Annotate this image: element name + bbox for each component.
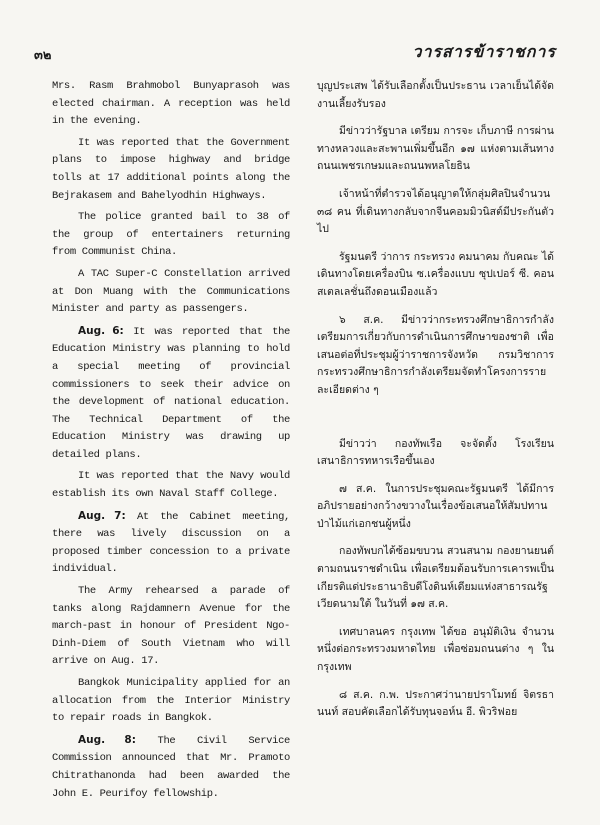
english-paragraph: Aug. 8: The Civil Service Commission announced that Mr. Pramoto Chitrathanonda had been awarded the John E. Peurifoy fellowship. [52, 733, 290, 800]
english-paragraph: It was reported that the Navy would establish its own Naval Staff College. [52, 470, 290, 501]
english-paragraph: Mrs. Rasm Brahmobol Bunyaprasoh was elected chairman. A reception was held in the evening. [52, 80, 290, 128]
english-paragraph: Bangkok Municipality applied for an allocation from the Interior Ministry to repair roads in Bangkok. [52, 677, 290, 725]
date-label: Aug. 7: [78, 509, 126, 522]
english-column [52, 78, 290, 807]
page-number: ๓๒ [34, 47, 52, 62]
thai-column [317, 78, 554, 732]
english-paragraph: Aug. 6: It was reported that the Education Ministry was planning to hold a special meeting of provincial commissioners to seek their advice on the development of national education. The Technical Department of the Education Ministry was drawing up detailed plans. [52, 324, 290, 461]
date-label: Aug. 8: [78, 733, 136, 746]
thai-paragraph: ๘ ส.ค. ก.พ. ประกาศว่านายปราโมทย์ จิตรธานนท์ สอบคัดเลือกได้รับทุนจอห์น อี. พิวริฟอย [317, 688, 554, 719]
thai-paragraph: รัฐมนตรี ว่าการ กระทรวง คมนาคม กับคณะ ได้เดินทางโดยเครื่องบิน ซ.เครื่องแบบ ซุปเปอร์ ซี. คอนสเตลเลชั่นถึงดอนเมืองแล้ว [317, 250, 554, 298]
english-paragraph: Aug. 7: At the Cabinet meeting, there was lively discussion on a proposed timber concession to a private individual. [52, 509, 290, 576]
thai-paragraph: เจ้าหน้าที่ตำรวจได้อนุญาตให้กลุ่มศิลปินจำนวน ๓๘ คน ที่เดินทางกลับจากจีนคอมมิวนิสต์มีประกันตัวไป [317, 187, 554, 236]
running-title: วารสารข้าราชการ [412, 44, 556, 61]
english-paragraph: A TAC Super-C Constellation arrived at Don Muang with the Communications Minister and party as passengers. [52, 267, 290, 316]
thai-paragraph: บุญประเสพ ได้รับเลือกตั้งเป็นประธาน เวลาเย็นได้จัดงานเลี้ยงรับรอง [317, 80, 554, 110]
thai-paragraph: มีข่าวว่ารัฐบาล เตรียม การจะ เก็บภาษี การผ่านทางหลวงและสะพานเพิ่มขึ้นอีก ๑๗ แห่งตามเส้นทางถนนเพชรเกษมและถนนพหลโยธิน [317, 125, 554, 173]
thai-paragraph: เทศบาลนคร กรุงเทพ ได้ขอ อนุมัติเงิน จำนวนหนึ่งต่อกระทรวงมหาดไทย เพื่อซ่อมถนนต่าง ๆ ในกรุงเทพ [317, 625, 554, 674]
english-paragraph: The Army rehearsed a parade of tanks along Rajdamnern Avenue for the march-past in honour of President Ngo-Dinh-Diem of South Vietnam who will arrive on Aug. 17. [52, 585, 290, 668]
date-label: Aug. 6: [78, 324, 124, 337]
thai-paragraph: กองทัพบกได้ซ้อมขบวน สวนสนาม กองยานยนต์ตามถนนราชดำเนิน เพื่อเตรียมต้อนรับการเคารพเป็นเกียรติแด่ประธานาธิบดีโงดินห์เดียมแห่งสาธารณรัฐเวียดนามใต้ ในวันที่ ๑๗ ส.ค. [317, 545, 554, 611]
english-paragraph: It was reported that the Government plans to impose highway and bridge tolls at 17 additional points along the Bejrakasem and Bahelyodhin Highways. [52, 136, 290, 202]
thai-paragraph: ๗ ส.ค. ในการประชุมคณะรัฐมนตรี ได้มีการอภิปรายอย่างกว้างขวางในเรื่องข้อเสนอให้สัมปทานป่าไม้แก่เอกชนผู้หนึ่ง [317, 482, 554, 530]
english-paragraph: The police granted bail to 38 of the group of entertainers returning from Communist China. [52, 211, 290, 259]
thai-paragraph: มีข่าวว่า กองทัพเรือ จะจัดตั้ง โรงเรียน เสนาธิการทหารเรือขึ้นเอง [317, 437, 554, 468]
thai-paragraph: ๖ ส.ค. มีข่าวว่ากระทรวงศึกษาธิการกำลังเตรียมการเกี่ยวกับการดำเนินการศึกษาของชาติ เพื่อเสนอต่อที่ประชุมผู้ว่าราชการจังหวัด กรมวิชาการ กระทรวงศึกษาธิการกำลังเตรียมจัดทำโครงการรายละเอียดต่าง ๆ [317, 313, 554, 396]
